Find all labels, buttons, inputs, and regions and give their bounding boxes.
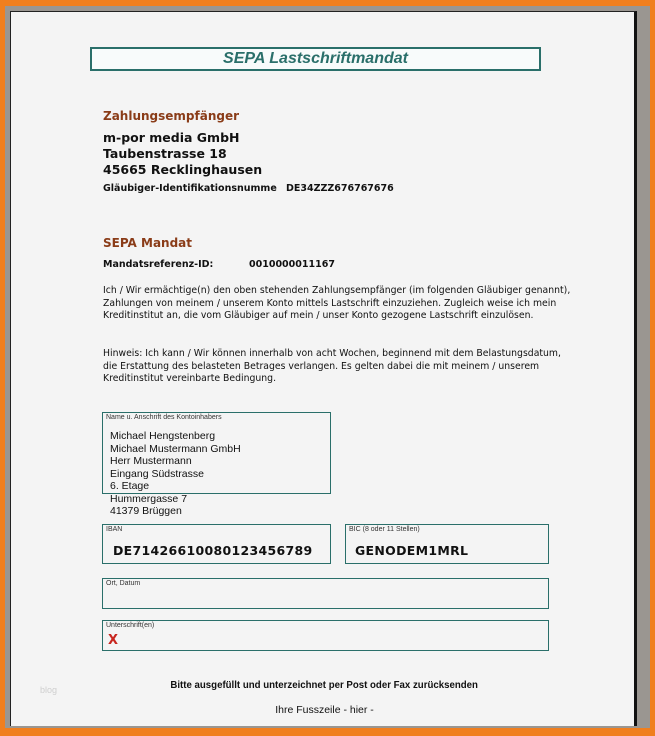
account-holder-label: Name u. Anschrift des Kontoinhabers xyxy=(106,414,222,421)
creditor-street: Taubenstrasse 18 xyxy=(103,146,227,161)
iban-value: DE71426610080123456789 xyxy=(113,543,313,558)
mandate-reference-label: Mandatsreferenz-ID: xyxy=(103,259,214,270)
account-holder-line: 41379 Brüggen xyxy=(110,505,182,517)
signature-field[interactable] xyxy=(102,620,549,651)
title-box xyxy=(90,47,541,71)
account-holder-line: 6. Etage xyxy=(110,480,150,492)
creditor-id-value: DE34ZZZ676767676 xyxy=(286,183,394,194)
place-date-label: Ort, Datum xyxy=(106,580,141,587)
account-holder-line: Hummergasse 7 xyxy=(110,492,188,505)
signature-mark-icon: X xyxy=(108,633,119,648)
footer-instruction: Bitte ausgefüllt und unterzeichnet per Post oder Fax zurücksenden xyxy=(170,679,479,691)
footer-instruction-wrap xyxy=(11,673,638,692)
account-holder-line: Michael Mustermann GmbH xyxy=(110,442,241,455)
authorization-text: Ich / Wir ermächtige(n) den oben stehenden Zahlungsempfänger (im folgenden Gläubiger genannt), Zahlungen von meinem / unserem Konto mittels Lastschrift einzuziehen. Zugleich weise ich mein Kreditinstitut an, die vom Gläubiger auf mein / unser Konto gezogene Lastschrift einzulösen. xyxy=(103,285,571,321)
account-holder-line: Michael Hengstenberg xyxy=(110,430,216,442)
place-date-field[interactable] xyxy=(102,578,549,609)
bic-value: GENODEM1MRL xyxy=(355,543,469,558)
bic-label: BIC (8 oder 11 Stellen) xyxy=(349,526,420,533)
document-title: SEPA Lastschriftmandat xyxy=(223,50,408,67)
mandate-heading: SEPA Mandat xyxy=(103,236,193,250)
footer-line-wrap xyxy=(11,698,638,717)
account-holder-lines xyxy=(110,430,241,518)
account-holder-line: Herr Mustermann xyxy=(110,455,192,467)
iban-label: IBAN xyxy=(106,526,123,533)
bic-field[interactable] xyxy=(345,524,549,564)
creditor-heading: Zahlungsempfänger xyxy=(103,109,240,123)
footer-line: Ihre Fusszeile - hier - xyxy=(275,704,374,716)
document-page xyxy=(10,11,637,726)
mandate-reference-value: 0010000011167 xyxy=(249,259,335,270)
account-holder-line: Eingang Südstrasse xyxy=(110,467,204,480)
creditor-id-label: Gläubiger-Identifikationsnumme xyxy=(103,183,277,194)
iban-field[interactable] xyxy=(102,524,331,564)
watermark: blog xyxy=(40,685,58,695)
creditor-city: 45665 Recklinghausen xyxy=(103,162,263,177)
notice-text: Hinweis: Ich kann / Wir können innerhalb von acht Wochen, beginnend mit dem Belastungsdatum, die Erstattung des belasteten Betrages verlangen. Es gelten dabei die mit meinem / unserem Kreditinstitut vereinbarte Bedingung. xyxy=(103,348,561,384)
signature-label: Unterschrift(en) xyxy=(106,622,155,629)
creditor-name: m-por media GmbH xyxy=(103,130,240,145)
